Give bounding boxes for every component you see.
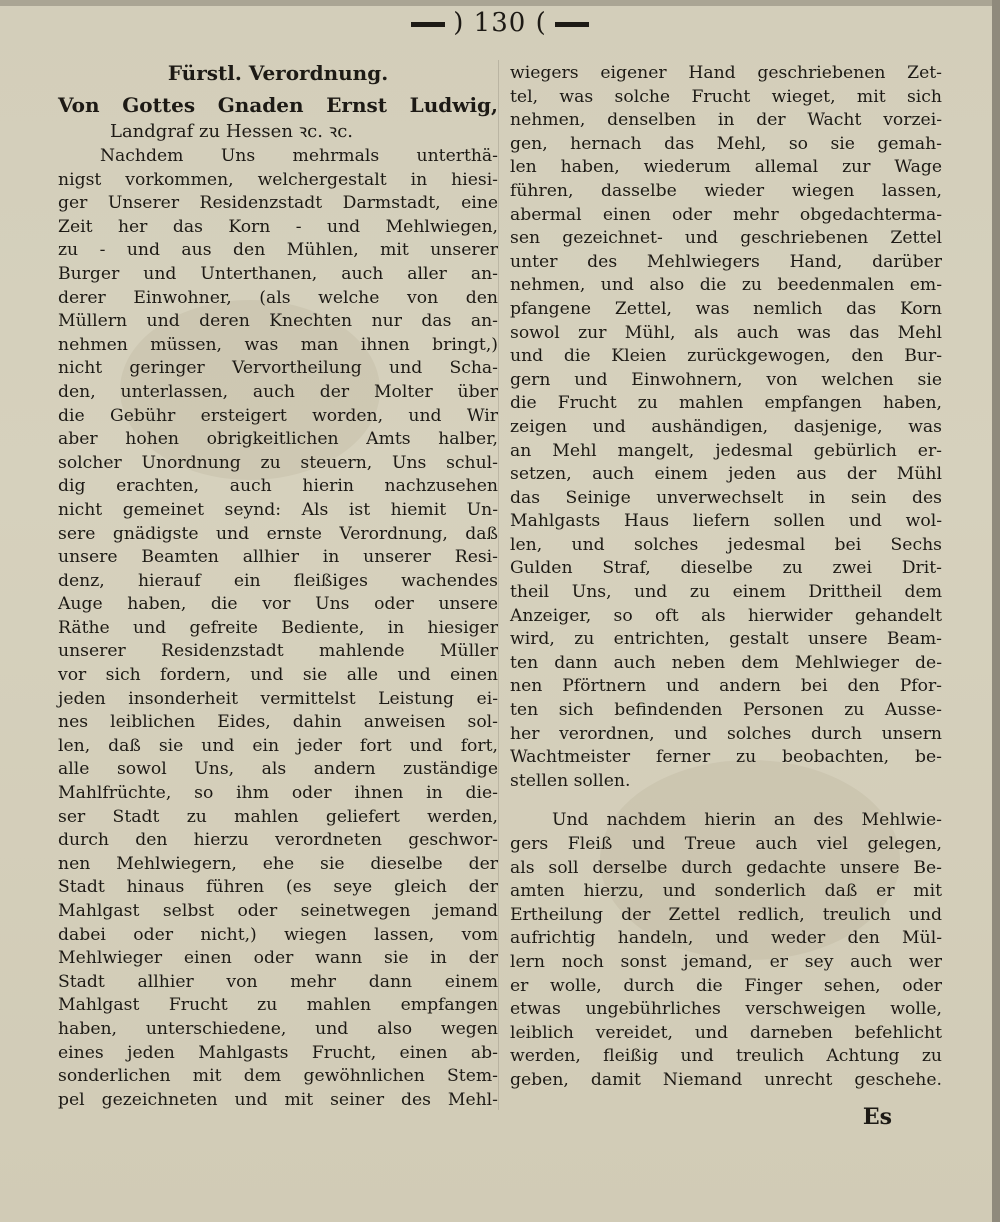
text-line: nehmen, und also die zu beedenmalen em- [510,275,942,296]
text-line: abermal einen oder mehr obgedachterma- [510,204,942,225]
text-line: durch den hierzu verordneten geschwor- [58,830,498,851]
text-line: gern und Einwohnern, von welchen sie [510,369,942,390]
paragraph-gap [510,793,942,809]
text-line: und die Kleien zurückgewogen, den Bur- [510,346,942,367]
text-line: zu - und aus den Mühlen, mit unserer [58,240,498,261]
text-line: Und nachdem hierin an des Mehlwie- [552,810,942,831]
text-line: als soll derselbe durch gedachte unsere Be- [510,857,942,878]
text-line: geben, damit Niemand unrecht geschehe. [510,1069,942,1090]
text-line: Mahlfrüchte, so ihm oder ihnen in die- [58,783,498,804]
text-line: her verordnen, und solches durch unsern [510,723,942,744]
text-line: an Mehl mangelt, jedesmal gebürlich er- [510,440,942,461]
text-line: Wachtmeister ferner zu beobachten, be- [510,747,942,768]
text-line: Burger und Unterthanen, auch aller an- [58,263,498,284]
text-line: zeigen und aushändigen, dasjenige, was [510,416,942,437]
text-line: haben, unterschiedene, und also wegen [58,1018,498,1039]
ordinance-heading-line-1: Von Gottes Gnaden Ernst Ludwig, [58,93,498,117]
column-divider [498,60,499,1110]
text-line: lern noch sonst jemand, er sey auch wer [510,951,942,972]
text-line: das Seinige unverwechselt in sein des [510,487,942,508]
text-line: Müllern und deren Knechten nur das an- [58,311,498,332]
text-line: eines jeden Mahlgasts Frucht, einen ab- [58,1042,498,1063]
text-line: jeden insonderheit vermittelst Leistung ei- [58,688,498,709]
text-line: tel, was solche Frucht wieget, mit sich [510,86,942,107]
text-line: vor sich fordern, und sie alle und einen [58,665,498,686]
page-header [0,8,1000,38]
text-line: len, und solches jedesmal bei Sechs [510,534,942,555]
text-line: alle sowol Uns, als andern zuständige [58,759,498,780]
text-line: theil Uns, und zu einem Drittheil dem [510,582,942,603]
text-line: gers Fleiß und Treue auch viel gelegen, [510,834,942,854]
text-line: solcher Unordnung zu steuern, Uns schul- [58,452,498,473]
text-line: gen, hernach das Mehl, so sie gemah- [510,133,942,154]
text-line: etwas ungebührliches verschweigen wolle, [510,999,942,1020]
text-line: setzen, auch einem jeden aus der Mühl [510,464,942,485]
text-line: Anzeiger, so oft als hierwider gehandelt [510,605,942,626]
text-line: nehmen müssen, was man ihnen bringt,) [58,334,498,355]
page-top-edge [0,0,1000,6]
text-line: Mahlgasts Haus liefern sollen und wol- [510,511,942,532]
text-line: nes leiblichen Eides, dahin anweisen sol- [58,712,498,733]
text-line: len haben, wiederum allemal zur Wage [510,157,942,178]
text-line: nen Mehlwiegern, ehe sie dieselbe der [58,853,498,874]
text-line: sen gezeichnet- und geschriebenen Zettel [510,228,942,249]
right-column [510,62,942,1093]
text-line: ten dann auch neben dem Mehlwieger de- [510,652,942,673]
right-column-body-part-1 [510,62,942,793]
text-line: amten hierzu, und sonderlich daß er mit [510,881,942,902]
text-line: die Gebühr ersteigert worden, und Wir [58,405,498,426]
text-line: dig erachten, auch hierin nachzusehen [58,476,498,497]
text-line: nen Pförtnern und andern bei den Pfor- [510,676,942,697]
text-line: nehmen, denselben in der Wacht vorzei- [510,110,942,131]
text-line: leiblich vereidet, und darneben befehlicht [510,1022,942,1043]
text-line: denz, hierauf ein fleißiges wachendes [58,570,498,591]
text-line: pel gezeichneten und mit seiner des Mehl- [58,1089,498,1110]
text-line: er wolle, durch die Finger sehen, oder [510,975,942,996]
text-line: die Frucht zu mahlen empfangen haben, [510,393,942,414]
text-line: len, daß sie und ein jeder fort und fort, [58,735,498,756]
text-line: unsere Beamten allhier in unserer Resi- [58,547,498,568]
text-line: Ertheilung der Zettel redlich, treulich und [510,904,942,925]
header-dash-right [555,22,589,27]
text-line: Stadt allhier von mehr dann einem [58,971,498,992]
text-line: Gulden Straf, dieselbe zu zwei Drit- [510,558,942,579]
text-line: wird, zu entrichten, gestalt unsere Beam- [510,629,942,650]
text-line: nigst vorkommen, welchergestalt in hiesi- [58,169,498,190]
page-number: ) 130 ( [453,8,547,38]
text-line: dabei oder nicht,) wiegen lassen, vom [58,924,498,945]
text-line: nicht geringer Vervortheilung und Scha- [58,358,498,379]
right-column-body-part-2 [510,809,942,1092]
ordinance-title: Fürstl. Verordnung. [167,61,389,85]
text-line: Mahlgast Frucht zu mahlen empfangen [58,995,498,1016]
page-right-edge [992,0,1000,1222]
text-line: ser Stadt zu mahlen geliefert werden, [58,806,498,827]
text-line: Mehlwieger einen oder wann sie in der [58,948,498,969]
text-line: den, unterlassen, auch der Molter über [58,381,498,402]
text-line: werden, fleißig und treulich Achtung zu [510,1046,942,1067]
left-column-body [58,145,498,1112]
text-line: Stadt hinaus führen (es seye gleich der [58,877,498,898]
text-line: unserer Residenzstadt mahlende Müller [58,641,498,662]
text-line: sonderlichen mit dem gewöhnlichen Stem- [58,1066,498,1087]
text-line: unter des Mehlwiegers Hand, darüber [510,251,942,272]
ordinance-heading-line-2: Landgraf zu Hessen ꝛc. ꝛc. [110,121,354,142]
text-line: wiegers eigener Hand geschriebenen Zet- [510,63,942,83]
header-dash-left [411,22,445,27]
text-line: nicht gemeinet seynd: Als ist hiemit Un- [58,499,498,520]
text-line: sere gnädigste und ernste Verordnung, daß [58,523,498,544]
text-line: ten sich befindenden Personen zu Ausse- [510,700,942,721]
text-line: führen, dasselbe wieder wiegen lassen, [510,180,942,201]
text-line: stellen sollen. [510,770,631,791]
catchword: Es [862,1104,892,1130]
text-line: Auge haben, die vor Uns oder unsere [58,594,498,615]
text-line: Zeit her das Korn - und Mehlwiegen, [58,216,498,237]
text-line: aufrichtig handeln, und weder den Mül- [510,928,942,949]
text-line: Mahlgast selbst oder seinetwegen jemand [58,901,498,921]
text-line: ger Unserer Residenzstadt Darmstadt, eine [58,193,498,214]
text-line: aber hohen obrigkeitlichen Amts halber, [58,429,498,450]
text-line: sowol zur Mühl, als auch was das Mehl [510,322,942,343]
text-line: pfangene Zettel, was nemlich das Korn [510,298,942,319]
text-line: derer Einwohner, (als welche von den [58,287,498,308]
text-line: Nachdem Uns mehrmals unterthä- [100,146,498,166]
text-line: Räthe und gefreite Bediente, in hiesiger [58,617,498,638]
left-column [58,62,498,1112]
